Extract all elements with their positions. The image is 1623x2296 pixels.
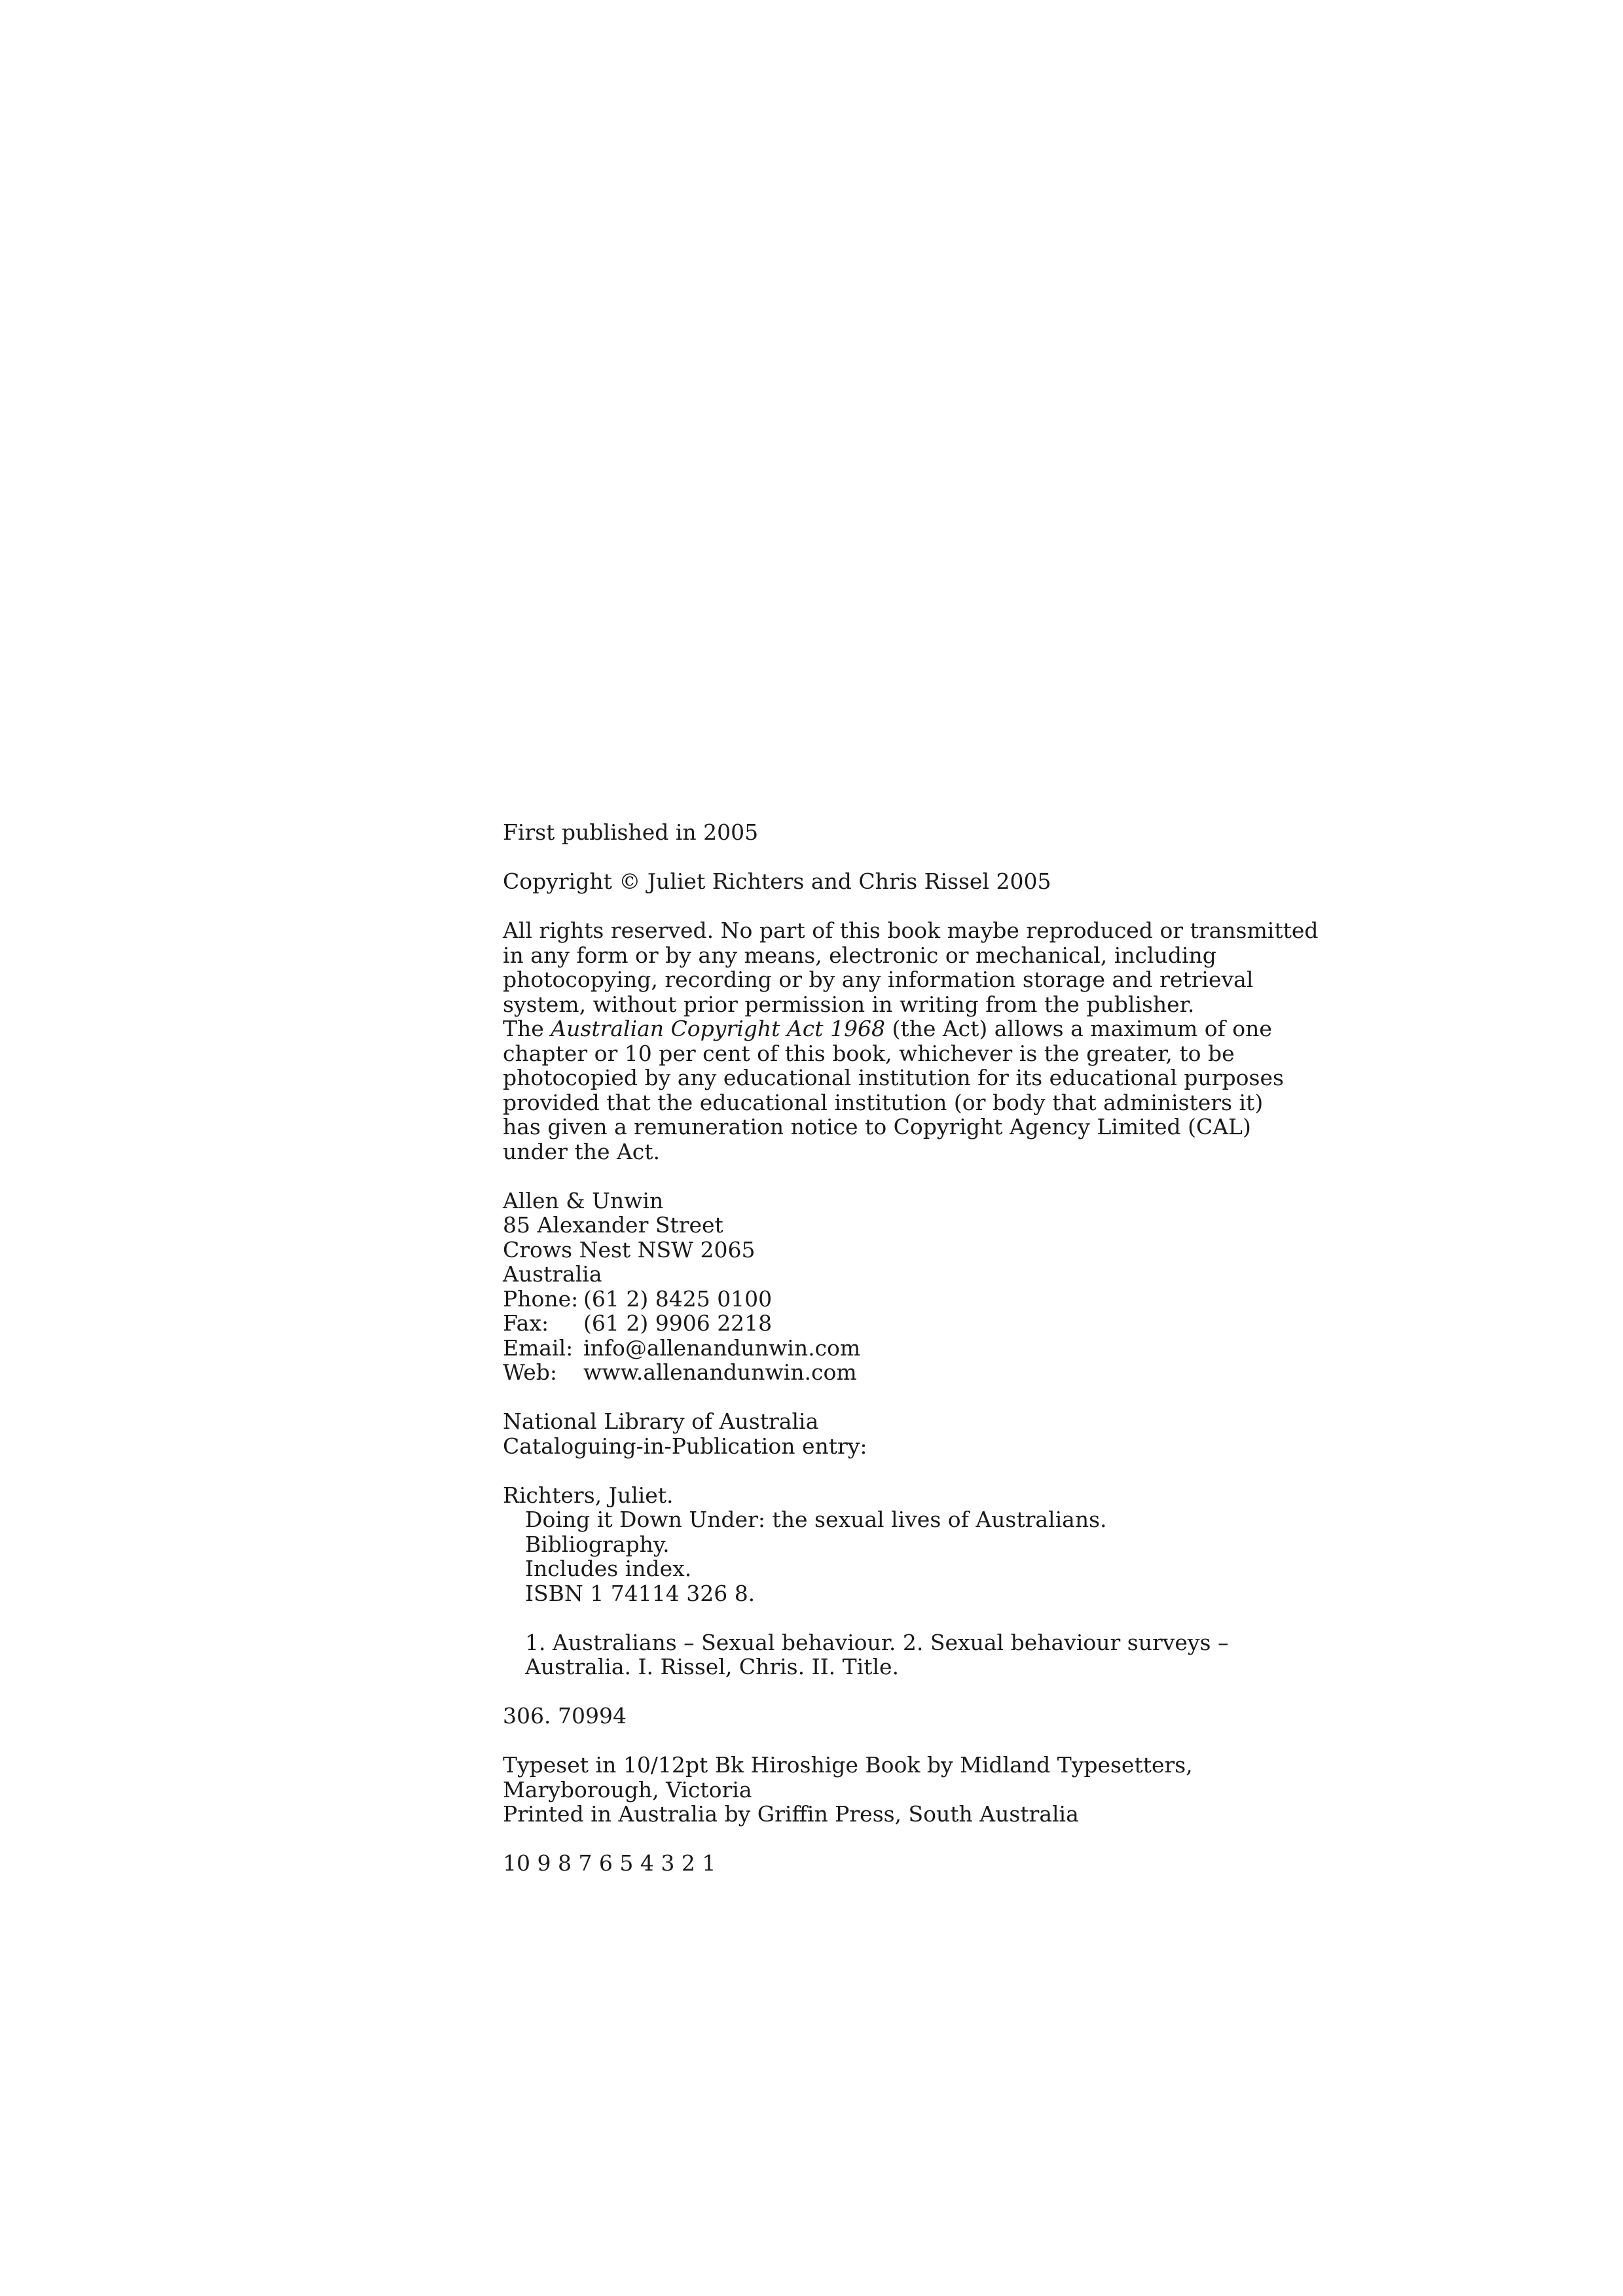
- spacer: [503, 1458, 1256, 1483]
- library-heading: [503, 1409, 1256, 1458]
- publisher-country: Australia: [503, 1261, 602, 1287]
- rights-line: has given a remuneration notice to Copyright Agency Limited (CAL): [503, 1114, 1251, 1139]
- publisher-suburb: Crows Nest NSW 2065: [503, 1236, 756, 1263]
- rights-statement: [503, 918, 1319, 1164]
- publisher-street: 85 Alexander Street: [503, 1212, 723, 1238]
- spacer: [503, 1385, 1256, 1410]
- contact-email: [503, 1336, 1256, 1361]
- act-suffix: (the Act) allows a maximum of one: [884, 1016, 1272, 1041]
- rights-line: system, without prior permission in writing from the publisher.: [503, 991, 1195, 1017]
- contact-label: Phone:: [503, 1285, 579, 1312]
- typeset-credit: Maryborough, Victoria: [503, 1776, 752, 1803]
- first-published: First published in 2005: [503, 819, 759, 845]
- rights-line: All rights reserved. No part of this book maybe reproduced or transmitted: [503, 918, 1319, 943]
- catalogue-author: Richters, Juliet.: [503, 1482, 674, 1508]
- production-credits: [503, 1753, 1256, 1876]
- catalogue-subjects: 1. Australians – Sexual behaviour. 2. Sexual behaviour surveys –: [525, 1629, 1229, 1655]
- spacer: [503, 1679, 1256, 1704]
- act-name: Australian Copyright Act 1968: [551, 1016, 885, 1041]
- spacer: [503, 1827, 1256, 1852]
- imprint-page: [503, 819, 1319, 1876]
- rights-line: under the Act.: [503, 1138, 661, 1164]
- catalogue-isbn: ISBN 1 74114 326 8.: [525, 1580, 756, 1606]
- library-name: National Library of Australia: [503, 1408, 819, 1434]
- printer-credit: Printed in Australia by Griffin Press, South Australia: [503, 1801, 1079, 1827]
- contact-value: (61 2) 9906 2218: [583, 1310, 773, 1336]
- contact-web: [503, 1360, 1256, 1385]
- spacer: [503, 894, 1256, 919]
- contact-phone: [503, 1287, 1256, 1312]
- cip-label: Cataloguing-in-Publication entry:: [503, 1433, 867, 1459]
- contact-value: info@allenandunwin.com: [583, 1335, 861, 1361]
- catalogue-classification: 306. 70994: [503, 1703, 627, 1729]
- typeset-credit: Typeset in 10/12pt Bk Hiroshige Book by Midland Typesetters,: [503, 1752, 1193, 1778]
- contact-label: Email:: [503, 1335, 574, 1361]
- rights-line: provided that the educational institution (or body that administers it): [503, 1089, 1264, 1115]
- catalogue-index: Includes index.: [525, 1556, 692, 1581]
- catalogue-entry: [503, 1483, 1256, 1729]
- contact-fax: [503, 1311, 1256, 1336]
- rights-line: chapter or 10 per cent of this book, whichever is the greater, to be: [503, 1040, 1235, 1066]
- print-line: 10 9 8 7 6 5 4 3 2 1: [503, 1850, 716, 1876]
- contact-value: (61 2) 8425 0100: [583, 1285, 773, 1312]
- publisher-address: [503, 1189, 1256, 1385]
- catalogue-bibliography: Bibliography.: [525, 1531, 670, 1557]
- spacer: [503, 845, 1256, 870]
- rights-line-act: [503, 1016, 1272, 1041]
- rights-line: photocopied by any educational institution for its educational purposes: [503, 1065, 1284, 1090]
- contact-label: Fax:: [503, 1310, 549, 1336]
- spacer: [503, 1164, 1256, 1189]
- catalogue-subjects: Australia. I. Rissel, Chris. II. Title.: [525, 1654, 900, 1679]
- catalogue-title: Doing it Down Under: the sexual lives of Australians.: [525, 1507, 1107, 1532]
- rights-line: photocopying, recording or by any information storage and retrieval: [503, 967, 1254, 992]
- act-prefix: The: [503, 1016, 551, 1041]
- contact-label: Web:: [503, 1359, 557, 1385]
- contact-value: www.allenandunwin.com: [583, 1359, 857, 1385]
- spacer: [503, 1729, 1256, 1753]
- rights-line: in any form or by any means, electronic or mechanical, including: [503, 942, 1216, 968]
- copyright-notice: Copyright © Juliet Richters and Chris Rissel 2005: [503, 869, 1051, 894]
- publisher-name: Allen & Unwin: [503, 1187, 664, 1213]
- spacer: [503, 1605, 1256, 1630]
